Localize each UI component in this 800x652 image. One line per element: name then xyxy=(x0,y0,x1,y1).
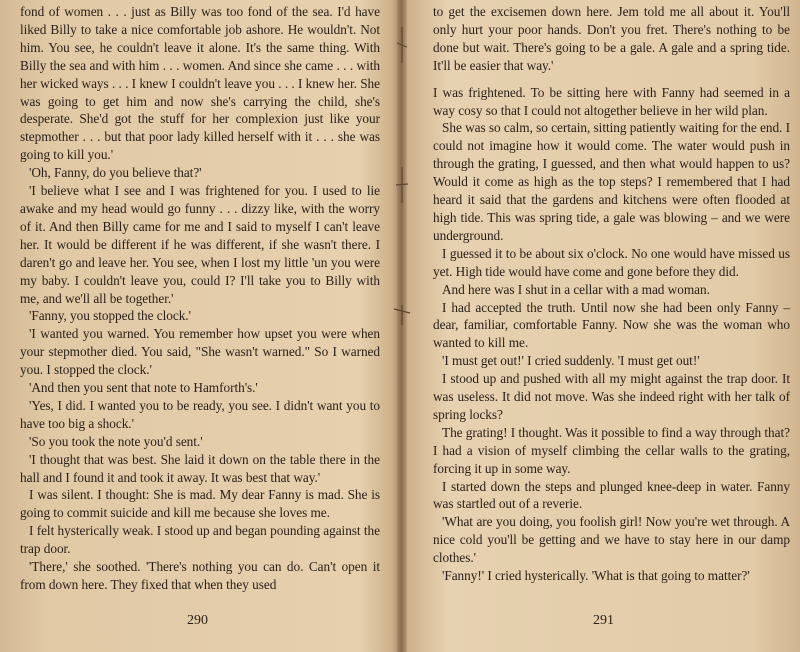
page-number: 290 xyxy=(187,613,208,628)
paragraph: I was frightened. To be sitting here with Fanny had seemed in a way cosy so that I could not altogether believe in her wild plan. xyxy=(433,84,790,118)
right-page-text xyxy=(433,3,790,585)
paragraph: I started down the steps and plunged knee-deep in water. Fanny was startled out of a reverie. xyxy=(433,478,790,512)
paragraph: And here was I shut in a cellar with a mad woman. xyxy=(442,281,710,297)
paragraph: 'Oh, Fanny, do you believe that?' xyxy=(29,165,202,181)
paragraph: I felt hysterically weak. I stood up and began pounding against the trap door. xyxy=(20,523,380,557)
paragraph: 'Fanny, you stopped the clock.' xyxy=(29,308,191,324)
paragraph: She was so calm, so certain, sitting patiently waiting for the end. I could not imagine how it would come. The water would push in through the grating, I guessed, and then what would happen to us? Would it come as high as the top steps? I remembered that I had heard it said that the gardens and kitchens were often flooded at high tide. This was spring tide, a gale was blowing – and we were underground. xyxy=(433,120,790,243)
paragraph: I was silent. I thought: She is mad. My dear Fanny is mad. She is going to commit suicide and kill me because she loves me. xyxy=(20,487,380,521)
paragraph: I guessed it to be about six o'clock. No one would have missed us yet. High tide would have come and gone before they did. xyxy=(433,245,790,279)
paragraph: I had accepted the truth. Until now she had been only Fanny – dear, familiar, comfortable Fanny. Now she was the woman who wanted to kill me. xyxy=(433,299,790,351)
paragraph: fond of women . . . just as Billy was too fond of the sea. I'd have liked Billy to take a nice comfortable job ashore. He wouldn't. Not him. You see, he couldn't leave it alone. It's the same thing. With Billy the sea and with him . . . women. And since she came . . . with her wicked ways . . . I knew I couldn't leave you . . . I knew her. She was going to get him and now she's carrying the child, she's desperate. She'd got the stuff for her complexion just like your stepmother . . . but that poor lady killed herself with it . . . she was going to kill you.' xyxy=(20,4,380,163)
page-number: 291 xyxy=(593,613,614,628)
paragraph: 'Fanny!' I cried hysterically. 'What is that going to matter?' xyxy=(442,568,750,584)
paragraph: 'I must get out!' I cried suddenly. 'I must get out!' xyxy=(442,353,700,369)
paragraph: 'And then you sent that note to Hamforth's.' xyxy=(29,380,258,396)
paragraph: 'So you took the note you'd sent.' xyxy=(29,433,203,449)
left-page xyxy=(0,0,395,652)
paragraph: The grating! I thought. Was it possible to find a way through that? I had a vision of myself climbing the cellar walls to the grating, forcing it up in some way. xyxy=(433,424,791,476)
paragraph: 'I thought that was best. She laid it down on the table there in the hall and I found it and took it away. It was best that way.' xyxy=(20,451,380,485)
paragraph: 'I believe what I see and I was frightened for you. I used to lie awake and my head would go funny . . . dizzy like, with the worry of it. And then Billy came for me and I said to myself I can't leave her. It would be different if he was different, if she wasn't there. I daren't go and leave her. You see, when I lost my little 'un you were my baby. I couldn't leave you, could I? I'll take you to Billy with me, and we'll all be together.' xyxy=(20,183,380,306)
paragraph: to get the excisemen down here. Jem told me all about it. You'll only hurt your poor hands. Don't you fret. There's nothing to be done but wait. There's going to be a gale. A gale and a spring tide. It'll be easier that way.' xyxy=(433,4,790,73)
paragraph: 'There,' she soothed. 'There's nothing you can do. Can't open it from down here. They fixed that when they used xyxy=(20,559,380,592)
paragraph: I stood up and pushed with all my might against the trap door. It was useless. It did not move. Was she indeed right with her talk of spring locks? xyxy=(433,371,790,422)
left-page-text xyxy=(20,3,380,594)
paragraph: 'Yes, I did. I wanted you to be ready, you see. I didn't want you to have too big a shock.' xyxy=(20,397,380,431)
paragraph: 'I wanted you warned. You remember how upset you were when your stepmother died. You said, "She wasn't warned." So I warned you. I stopped the clock.' xyxy=(20,326,380,378)
paragraph: 'What are you doing, you foolish girl! Now you're wet through. A nice cold you'll be getting and we have to stay here in our damp clothes.' xyxy=(433,514,790,566)
right-page xyxy=(407,0,800,652)
